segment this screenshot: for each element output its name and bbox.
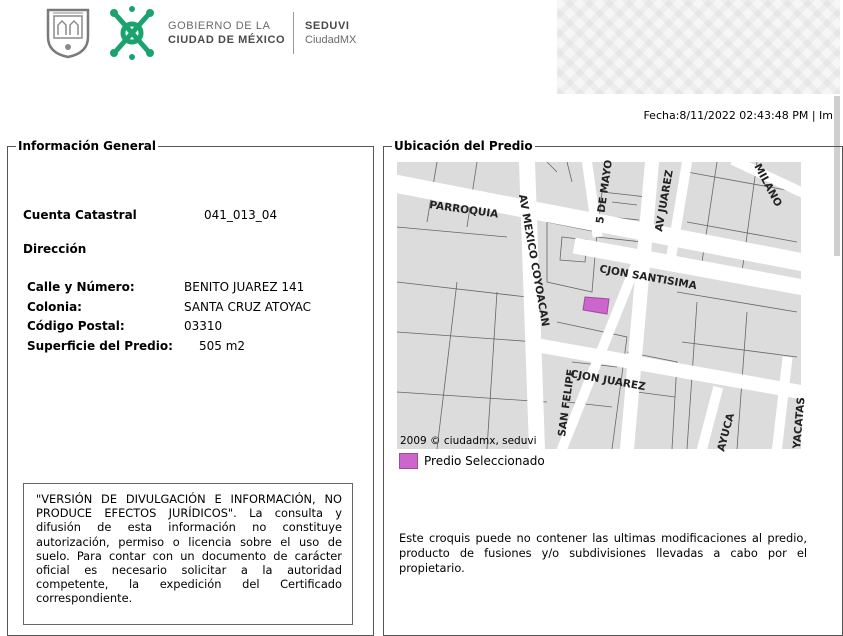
calle-label: Calle y Número: bbox=[27, 280, 135, 294]
general-info-title: Información General bbox=[18, 139, 156, 153]
location-title: Ubicación del Predio bbox=[394, 139, 533, 153]
calle-value: BENITO JUAREZ 141 bbox=[184, 280, 305, 294]
coat-of-arms-icon bbox=[45, 7, 91, 59]
colonia-value: SANTA CRUZ ATOYAC bbox=[184, 300, 311, 314]
codigo-postal-label: Código Postal: bbox=[27, 319, 125, 333]
codigo-postal-value: 03310 bbox=[184, 319, 223, 333]
agency-title: SEDUVI bbox=[305, 20, 350, 32]
agency-subtitle: CiudadMX bbox=[305, 34, 357, 46]
street-label-av-juarez: AV JUAREZ bbox=[653, 169, 676, 233]
street-label-milano: MILANO bbox=[751, 161, 784, 209]
street-label-cjon-santisima: CJON SANTISIMA bbox=[598, 263, 698, 293]
street-label-ayuca: AYUCA bbox=[715, 411, 738, 453]
government-name bbox=[168, 19, 288, 47]
gov-line-2: CIUDAD DE MÉXICO bbox=[168, 34, 286, 46]
header-divider bbox=[293, 12, 294, 54]
direccion-label: Dirección bbox=[23, 242, 87, 256]
location-panel bbox=[383, 139, 843, 636]
street-label-parroquia: PARROQUIA bbox=[428, 199, 500, 221]
street-label-san-felipe: SAN FELIPE bbox=[556, 368, 578, 438]
street-label-yacatas: YACATAS bbox=[791, 396, 808, 450]
colonia-label: Colonia: bbox=[27, 300, 82, 314]
map-note: Este croquis puede no contener las ultimas modificaciones al predio, producto de fusiones y/o subdivisiones llevadas a cabo por el propietario. bbox=[399, 531, 807, 575]
superficie-label: Superficie del Predio: bbox=[27, 339, 173, 353]
cdmx-logo-icon bbox=[106, 5, 158, 61]
general-info-panel bbox=[7, 139, 374, 636]
superficie-value: 505 m2 bbox=[199, 339, 246, 353]
timestamp: Fecha:8/11/2022 02:43:48 PM | Im bbox=[643, 109, 833, 122]
legal-disclaimer: "VERSIÓN DE DIVULGACIÓN E INFORMACIÓN, NO PRODUCE EFECTOS JURÍDICOS". La consulta y difusión de esta información no constituye autorización, permiso o licencia sobre el uso de suelo. Para contar con un documento de carácter oficial es necesario solicitar a la autoridad competente, la expedición del Certificado correspondiente. bbox=[23, 483, 353, 625]
street-label-av-mexico: AV MEXICO COYOACAN bbox=[516, 193, 552, 328]
map-drawing bbox=[397, 159, 808, 453]
cuenta-catastral-value: 041_013_04 bbox=[204, 208, 278, 222]
street-label-5-mayo: 5 DE MAYO bbox=[594, 159, 615, 225]
location-map[interactable] bbox=[397, 159, 808, 453]
cuenta-catastral-label: Cuenta Catastral bbox=[23, 208, 137, 222]
street-label-cjon-juarez: CJON JUAREZ bbox=[569, 368, 647, 394]
map-credit: 2009 © ciudadmx, seduvi bbox=[400, 435, 537, 447]
header-pattern bbox=[557, 0, 840, 94]
predio-swatch bbox=[399, 453, 418, 469]
agency-name bbox=[305, 19, 356, 47]
gov-line-1: GOBIERNO DE LA bbox=[168, 20, 271, 32]
predio-legend-label: Predio Seleccionado bbox=[424, 454, 545, 468]
page-header bbox=[0, 0, 840, 96]
